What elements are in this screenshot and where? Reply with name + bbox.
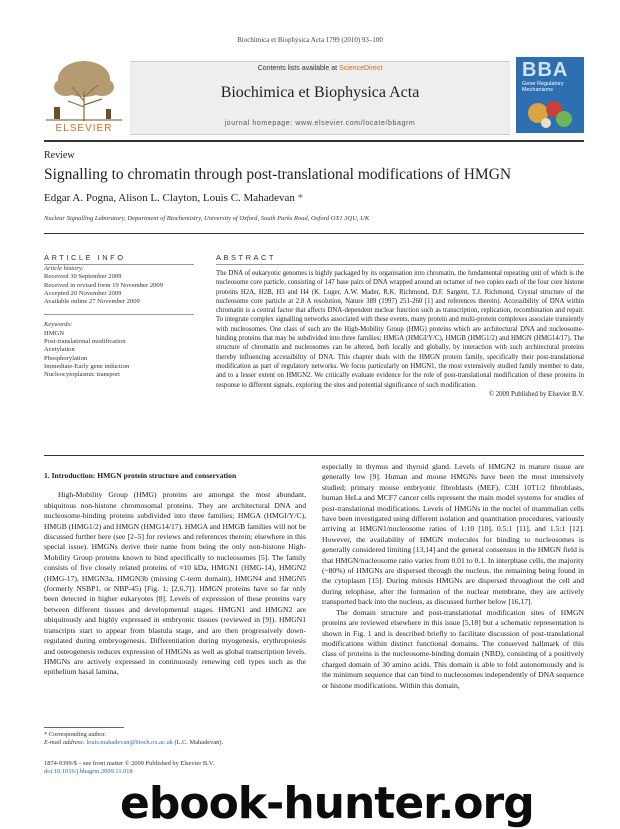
- body-paragraph: The domain structure and post-translational modification sites of HMGN proteins are reviewed elsewhere in this issue [5,18] but a schematic representation is shown in Fig. 1 and is described briefly to facilitate discussion of post-translational modifications within distinct functional domains. The conserved hallmark of this class of proteins is the nucleosome-binding domain (NBD), consisting of a positively charged domain of 30 amino acids. This domain is able to fold autonomously and is the minimum sequence that can bind to nucleosomes independently of DNA sequence or histone modifications. Within this domain,: [322, 607, 584, 690]
- watermark-text: ebook-hunter.org: [120, 778, 534, 829]
- section-heading: 1. Introduction: HMGN protein structure and conservation: [44, 471, 237, 480]
- history-item: Received in revised form 19 November 2009: [44, 281, 164, 289]
- cover-letters: BBA: [522, 59, 569, 81]
- journal-masthead: [44, 57, 584, 137]
- issn-line: 1874-9399/$ – see front matter © 2009 Published by Elsevier B.V.: [44, 760, 215, 767]
- keyword: Phosphorylation: [44, 354, 88, 362]
- running-header: Biochimica et Biophysica Acta 1799 (2010) 93–100: [237, 36, 383, 44]
- elsevier-tree-logo: [44, 57, 124, 133]
- journal-cover-image: [516, 57, 584, 133]
- issn-block: [44, 760, 306, 777]
- abstract-copyright: © 2009 Published by Elsevier B.V.: [488, 390, 584, 398]
- journal-banner: [130, 61, 510, 135]
- affiliation: Nuclear Signalling Laboratory, Department of Biochemistry, University of Oxford, South Parks Road, Oxford OX1 3QU, UK: [44, 215, 370, 222]
- contents-prefix: Contents lists available at: [257, 65, 338, 72]
- keyword: HMGN: [44, 329, 65, 337]
- body-paragraph: High-Mobility Group (HMG) proteins are amongst the most abundant, ubiquitous non-histone chromosomal proteins. They are architectural DNA and nucleosome-binding proteins subdivided into three families; HMGA (HMGI/Y/C), HMGB (HMG1/2) and HMGN (HMG14/17). HMGA and HMGB families will not be discussed further here (see [2–5] for reviews and references therein; elsewhere in this special issue). HMGNs derive their name from being the only non-histone High-Mobility Group proteins known to bind specifically to nucleosomes [5]. The family consists of five closely related proteins of ≈10 kDa, HMGN1 (HMG-14), HMGN2 (HMG-17), HMGN3a, HMGN3b (missing C-term domain), HMGN4 and HMGN5 (formerly NSBP1, or NBP-45) [Fig. 1; [2,6,7]]. HMGN proteins have so far only been detected in higher eukaryotes [8]. Levels of expression of these proteins vary between different tissues and developmental stages. HMGN1 and HMGN2 are ubiquitously and highly expressed in embryonic tissues (reviewed in [9]). HMGN1 transcripts start to appear from blastula stage, and are then progressively down-regulated during embryogenesis. Differentiation during myogenesis, erythropoiesis and osteogenesis reduces expression of HMGNs as well as global transcription levels. HMGNs are actively expressed in continuously renewing cell types such as the epithelium basal lamina,: [44, 490, 306, 677]
- keyword: Nucleocytoplasmic transport: [44, 371, 120, 379]
- cover-graphic: [524, 97, 576, 129]
- journal-homepage[interactable]: journal homepage: www.elsevier.com/locate/bbagrm: [224, 120, 416, 127]
- doi-link[interactable]: doi:10.1016/j.bbagrm.2009.11.018: [44, 768, 133, 776]
- keyword: Post-translational modification: [44, 338, 126, 346]
- frontmatter-rule: [44, 233, 584, 234]
- elsevier-wordmark: ELSEVIER: [55, 123, 113, 134]
- keywords-rule: [44, 314, 194, 315]
- body-column-right: [322, 462, 584, 691]
- abstract-bottom-rule: [44, 455, 584, 456]
- abstract-heading: ABSTRACT: [216, 253, 277, 262]
- history-item: Available online 27 November 2009: [44, 298, 140, 306]
- article-type: Review: [44, 150, 75, 161]
- article-title: Signalling to chromatin through post-translational modifications of HMGN: [44, 166, 512, 183]
- article-info: [44, 265, 194, 380]
- footnote: [44, 731, 306, 748]
- email-label: E-mail address:: [44, 739, 85, 747]
- email-suffix: (L.C. Mahadevan).: [174, 739, 224, 747]
- corresponding-author-note: * Corresponding author.: [44, 731, 106, 738]
- abstract-rule: [216, 264, 584, 265]
- sciencedirect-link[interactable]: ScienceDirect: [339, 65, 383, 72]
- abstract: [216, 269, 584, 399]
- keywords-label: Keywords:: [44, 321, 73, 329]
- body-column-left: [44, 471, 306, 678]
- article-info-heading: ARTICLE INFO: [44, 253, 126, 262]
- journal-title: Biochimica et Biophysica Acta: [220, 84, 420, 101]
- author-email-link[interactable]: louis.mahadevan@bioch.ox.ac.uk: [86, 739, 173, 747]
- masthead-rule: [44, 140, 584, 142]
- history-label: Article history:: [44, 265, 85, 272]
- history-item: Accepted 20 November 2009: [44, 289, 122, 297]
- cover-subtitle: Gene Regulatory Mechanisms: [522, 81, 564, 93]
- footnote-rule: [44, 727, 124, 728]
- corresponding-author-mark[interactable]: *: [297, 192, 304, 204]
- abstract-text: The DNA of eukaryotic genomes is highly packaged by its organisation into chromatin, the fundamental repeating unit of which is the nucleosome core particle, consisting of 147 base pairs of DNA wrapped around an octamer of two copies each of the four core histone proteins H2A, H2B, H3 and H4 (K. Luger, A.W. Mader, R.K. Richmond, D.F. Sargent, T.J. Richmond, Crystal structure of the nucleosome core particle at 2.8 A resolution, Nature 389 (1997) 251-260 [1] and references therein). Accessibility of DNA within chromatin is a central factor that affects DNA-dependent nuclear function such as transcription, replication, recombination and repair. To integrate complex signalling networks associated with these events, many protein and multi-protein complexes associate transiently with nucleosomes. One class of such are the High-Mobility Group (HMG) proteins which are architectural DNA and nucleosome-binding proteins that may be subdivided into three families; HMGA (HMGI/Y/C), HMGB (HMG1/2) and HMGN (HMG14/17). The structure of chromatin and nucleosomes can be altered, both locally and globally, by interaction with such architectural proteins thereby influencing accessibility of DNA. This chapter deals with the HMGN protein family, specifically their post-translational modification as part of regulatory networks. We focus particularly on HMGN1, the most extensively studied family member to date, and to a lesser extent on HMGN2. We critically evaluate evidence for the role of post-translational modification of these proteins in response to different signals, exploring the sites and potential significance of such modification.: [216, 270, 584, 389]
- history-item: Received 30 September 2009: [44, 273, 122, 281]
- body-paragraph: especially in thymus and thyroid gland. Levels of HMGN2 in mature tissue are generally low [9]. Human and mouse HMGNs have been the most intensively studied; primary mouse embryonic fibroblasts (MEF), C3H 10T1/2 fibroblasts, human HeLa and MCF7 cancer cells represent the main model systems for studies of post-translational modifications. Levels of HMGNs in the nuclei of mammalian cells have been investigated using different isolation and quantitation procedures, variously arriving at HMGN1/nucleosome ratios of 1:10 [10], 0.5:1 [11], and 1.5:1 [12]. However, the availability of HMGN molecules for binding to nucleosomes is generally considered limiting [13,14] and the general consensus in the HMGN field is that HMGN/nucleosome ratio varies from 0.01 to 0.1. In interphase cells, the majority (~80%) of HMGNs are dispersed through the nucleus, the remaining being found in the cytoplasm [15]. During mitosis HMGNs are dispersed throughout the cell and during telophase, after the formation of the nuclear membrane, they are actively transported back into the nucleus, as discussed further below [16,17].: [322, 462, 584, 607]
- contents-available: [130, 65, 510, 72]
- author-list: [44, 192, 303, 204]
- authors: Edgar A. Pogna, Alison L. Clayton, Louis C. Mahadevan: [44, 192, 295, 204]
- keyword: Immediate-Early gene induction: [44, 362, 130, 370]
- keyword: Acetylation: [44, 346, 75, 354]
